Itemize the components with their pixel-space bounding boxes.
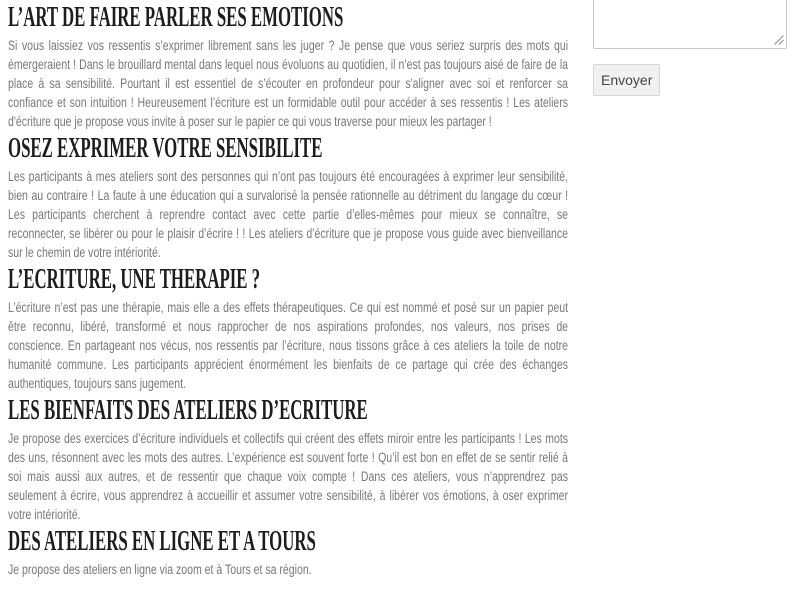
section-heading-emotions: L’ART DE FAIRE PARLER SES EMOTIONS bbox=[8, 2, 344, 33]
section-paragraph-bienfaits: Je propose des exercices d’écriture individuels et collectifs qui créent des effets miroir entre les participants ! Les mots des uns, résonnent avec les mots des autres. L’expérience est souvent forte ! Qu’il est bon en effet de se sentir relié à soi mais aussi aux autres, et de ressentir que chaque voix compte ! Dans ces ateliers, vous n’apprendrez pas seulement à écrire, vous apprendrez à accueillir et assumer votre sensibilité, à libérer vos émotions, à oser exprimer votre intériorité. bbox=[8, 431, 569, 522]
section-paragraph-therapie: L’écriture n’est pas une thérapie, mais elle a des effets thérapeutiques. Ce qui est nommé et posé sur un papier peut être reconnu, libéré, transformé et nous rapprocher de nos aspirations profondes, nos valeurs, nos prises de conscience. En partageant nos vécus, nos ressentis par l’écriture, nous tissons grâce à ces ateliers la toile de notre humanité commune. Les participants apprécient énormément les bienfaits de ce partage qui crée des échanges authentiques, toujours sans jugement. bbox=[8, 300, 569, 391]
section-heading-therapie: L’ECRITURE, UNE THERAPIE ? bbox=[8, 264, 261, 295]
section-paragraph-emotions: Si vous laissiez vos ressentis s’exprimer librement sans les juger ? Je pense que vous seriez surpris des mots qui émergeraient ! Dans le brouillard mental dans lequel nous évoluons au quotidien, il n’est pas toujours aisé de faire de la place à sa sensibilité. Pourtant il est essentiel de s’écouter en profondeur pour s'aligner avec soi et renforcer sa confiance et son intuition ! Heureusement l’écriture est un formidable outil pour accéder à ses ressentis ! Les ateliers d'écriture que je propose vous invite à poser sur le papier ce qui vous traverse pour mieux les partager ! bbox=[8, 38, 569, 129]
submit-button[interactable]: Envoyer bbox=[593, 64, 660, 96]
section-paragraph-sensibilite: Les participants à mes ateliers sont des personnes qui n’ont pas toujours été encouragées à exprimer leur sensibilité, bien au contraire ! La faute à une éducation qui a survalorisé la pensée rationnelle au détriment du langage du cœur ! Les participants cherchent à reprendre contact avec cette partie d’elles-mêmes pour mieux se connaître, se reconnecter, se libérer ou pour le plaisir d’écrire ! ! Les ateliers d’écriture que je propose vous guide avec bienveillance sur le chemin de votre intériorité. bbox=[8, 169, 569, 260]
section-paragraph-en-ligne-tours: Je propose des ateliers en ligne via zoom et à Tours et sa région. bbox=[8, 562, 312, 577]
section-heading-sensibilite: OSEZ EXPRIMER VOTRE SENSIBILITE bbox=[8, 133, 323, 164]
section-heading-bienfaits: LES BIENFAITS DES ATELIERS D’ECRITURE bbox=[8, 395, 368, 426]
comment-form bbox=[593, 0, 787, 96]
section-heading-en-ligne-tours: DES ATELIERS EN LIGNE ET A TOURS bbox=[8, 526, 316, 557]
comment-textarea-wrap bbox=[593, 0, 787, 49]
comment-textarea[interactable] bbox=[593, 0, 787, 49]
